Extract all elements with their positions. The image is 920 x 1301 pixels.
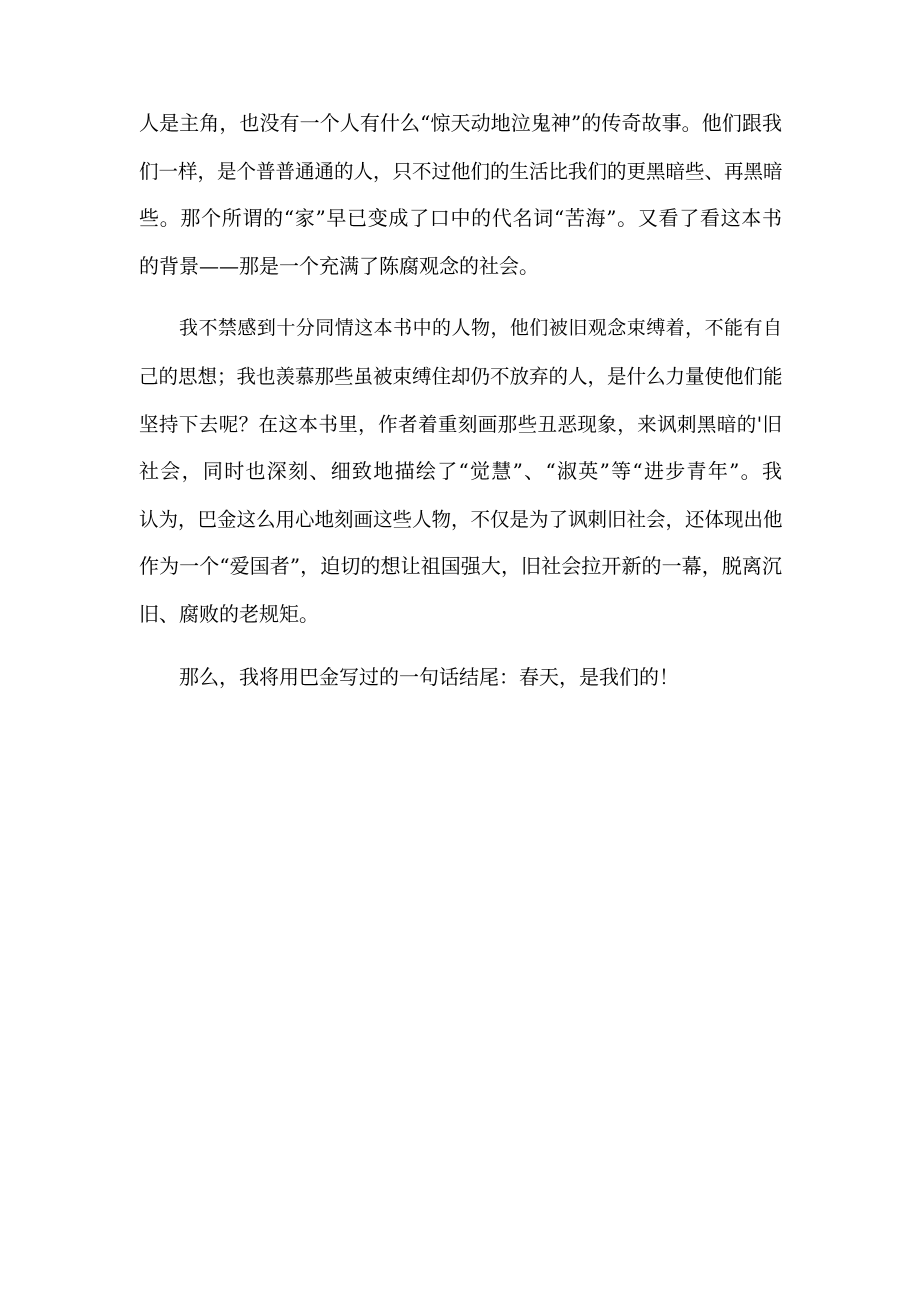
document-body	[139, 100, 782, 716]
text-line: 我不禁感到十分同情这本书中的人物，他们被旧观念束缚着，不能有自	[179, 317, 782, 340]
text-line: 己的思想；我也羡慕那些虽被束缚住却仍不放弃的人，是什么力量使他们能	[139, 364, 783, 388]
text-line: 认为，巴金这么用心地刻画这些人物，不仅是为了讽刺旧社会，还体现出他	[139, 507, 783, 531]
text-line: 人是主角，也没有一个人有什么“惊天动地泣鬼神”的传奇故事。他们跟我	[139, 111, 782, 135]
text-line: 社会，同时也深刻、细致地描绘了“觉慧”、“淑英”等“进步青年”。我	[139, 459, 782, 484]
text-line: 坚持下去呢？在这本书里，作者着重刻画那些丑恶现象，来讽刺黑暗的'旧	[139, 412, 782, 436]
text-line: 些。那个所谓的“家”早已变成了口中的代名词“苦海”。又看了看这本书	[139, 206, 782, 231]
paragraph-2	[139, 305, 782, 638]
paragraph-1	[139, 100, 782, 290]
text-line: 们一样，是个普普通通的人，只不过他们的生活比我们的更黑暗些、再黑暗	[139, 159, 783, 183]
text-line: 旧、腐败的老规矩。	[139, 601, 319, 626]
text-line: 那么，我将用巴金写过的一句话结尾：春天，是我们的！	[179, 664, 679, 689]
text-line: 的背景——那是一个充满了陈腐观念的社会。	[139, 253, 539, 278]
paragraph-3	[139, 654, 782, 702]
text-line: 作为一个“爱国者”，迫切的想让祖国强大，旧社会拉开新的一幕，脱离沉	[139, 554, 782, 579]
